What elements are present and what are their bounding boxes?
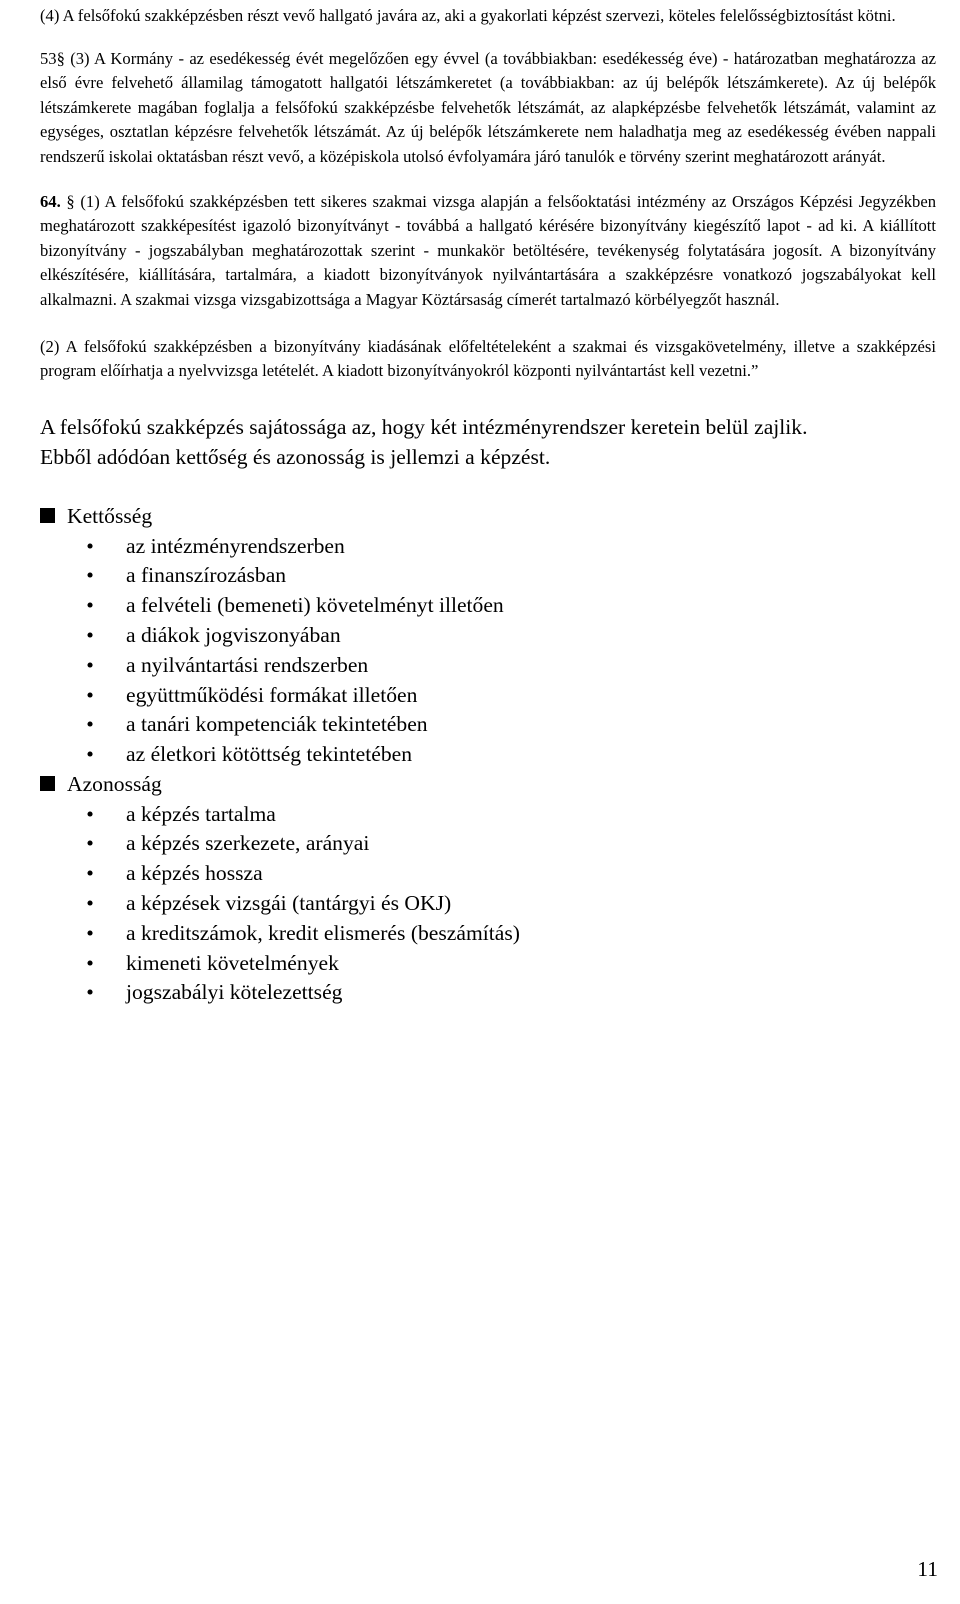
bullet-icon: •	[86, 920, 94, 945]
intro-line-1: A felsőfokú szakképzés sajátossága az, hogy két intézményrendszer keretein belül zajlik.	[40, 414, 808, 439]
list-item-text: a felvételi (bemeneti) követelményt illetően	[126, 593, 504, 618]
bullet-icon: •	[86, 593, 94, 618]
list-item	[40, 978, 936, 1008]
list-item-text: az intézményrendszerben	[126, 533, 345, 558]
section-kettosseg	[40, 502, 936, 532]
bullet-icon: •	[86, 861, 94, 886]
paragraph-53-text: (3) A Kormány - az esedékesség évét megelőzően egy évvel (a továbbiakban: esedékesség éve) - határozatban meghatározza az első évre felvehető államilag támogatott hallgatói létszámkeretet (a továbbiakban: az új belépők létszámkerete). Az új belépők létszámkerete magában foglalja a felsőfokú szakképzésbe felvehetők létszámát, az alapképzésbe felvehetők létszámát, valamint az egységes, osztatlan képzésre felvehetők létszámát. Az új belépők létszámkerete nem haladhatja meg az esedékesség évében nappali rendszerű iskolai oktatásban részt vevő, a középiskola utolsó évfolyamára járó tanulók e törvény szerint meghatározott arányát.	[40, 48, 936, 166]
list-item-text: jogszabályi kötelezettség	[126, 980, 343, 1005]
paragraph-64-2: (2) A felsőfokú szakképzésben a bizonyítvány kiadásának előfeltételeként a szakmai és vizsgakövetelmény, illetve a szakképzési program előírhatja a nyelvvizsga letételét. A kiadott bizonyítványokról központi nyilvántartást kell vezetni.”	[40, 336, 936, 381]
bullet-icon: •	[86, 533, 94, 558]
list-item	[40, 829, 936, 859]
list-item	[40, 889, 936, 919]
section-mark-53: 53§	[40, 48, 65, 68]
list-item-text: a képzés szerkezete, arányai	[126, 831, 370, 856]
list-item-text: az életkori kötöttség tekintetében	[126, 742, 413, 767]
bullet-icon: •	[86, 712, 94, 737]
list-item	[40, 591, 936, 621]
bullet-icon: •	[86, 652, 94, 677]
section-list	[40, 502, 936, 1009]
list-item	[40, 532, 936, 562]
list-item	[40, 949, 936, 979]
paragraph-53-section	[40, 47, 936, 170]
document-page	[40, 4, 936, 1008]
list-item	[40, 681, 936, 711]
list-item-text: a képzések vizsgái (tantárgyi és OKJ)	[126, 891, 452, 916]
list-item	[40, 710, 936, 740]
bullet-icon: •	[86, 831, 94, 856]
intro-line-2: Ebből adódóan kettőség és azonosság is jellemzi a képzést.	[40, 444, 551, 469]
list-item-text: a diákok jogviszonyában	[126, 622, 341, 647]
list-item-text: együttműködési formákat illetően	[126, 682, 418, 707]
paragraph-64-section	[40, 190, 936, 313]
paragraph-4-insurance: (4) A felsőfokú szakképzésben részt vevő hallgató javára az, aki a gyakorlati képzést szervezi, köteles felelősségbiztosítást kötni.	[40, 6, 896, 25]
paragraph-64-text: § (1) A felsőfokú szakképzésben tett sikeres szakmai vizsga alapján a felsőoktatási intézmény az Országos Képzési Jegyzékben meghatározott szakképesítést igazoló bizonyítványt - továbbá a hallgató kérésére bizonyítvány kiegészítő lapot - ad ki. A kiállított bizonyítvány - jogszabályban meghatározottak szerint - munkakör betöltésére, tevékenység folytatására jogosít. A bizonyítvány elkészítésére, kiállítására, tartalmára, a kiadott bizonyítványok nyilvántartására a szakképzésre vonatkozó jogszabályokat kell alkalmazni. A szakmai vizsga vizsgabizottsága a Magyar Köztársaság címerét tartalmazó körbélyegzőt használ.	[40, 191, 936, 309]
section-number-64: 64.	[40, 191, 61, 211]
list-item-text: a finanszírozásban	[126, 563, 287, 588]
list-item	[40, 740, 936, 770]
bullet-icon: •	[86, 980, 94, 1005]
section-title: Kettősség	[67, 503, 153, 528]
bullet-icon: •	[86, 801, 94, 826]
list-item	[40, 800, 936, 830]
list-item	[40, 561, 936, 591]
square-bullet-icon	[40, 776, 55, 791]
bullet-icon: •	[86, 891, 94, 916]
list-item	[40, 859, 936, 889]
page-number: 11	[917, 1557, 938, 1581]
bullet-icon: •	[86, 742, 94, 767]
bullet-icon: •	[86, 563, 94, 588]
square-bullet-icon	[40, 508, 55, 523]
bullet-icon: •	[86, 682, 94, 707]
list-item	[40, 919, 936, 949]
section-title: Azonosság	[67, 771, 162, 796]
list-item-text: a képzés tartalma	[126, 801, 276, 826]
bullet-icon: •	[86, 622, 94, 647]
list-item-text: a tanári kompetenciák tekintetében	[126, 712, 428, 737]
list-item-text: a kreditszámok, kredit elismerés (beszámítás)	[126, 920, 520, 945]
list-item	[40, 651, 936, 681]
list-item-text: a nyilvántartási rendszerben	[126, 652, 369, 677]
bullet-icon: •	[86, 950, 94, 975]
list-item-text: kimeneti követelmények	[126, 950, 339, 975]
list-item-text: a képzés hossza	[126, 861, 263, 886]
list-item	[40, 621, 936, 651]
section-azonossag	[40, 770, 936, 800]
